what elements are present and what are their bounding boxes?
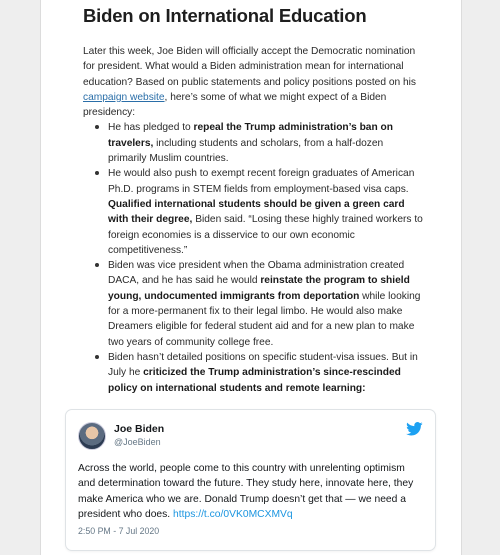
- tweet-timestamp[interactable]: 2:50 PM - 7 Jul 2020: [78, 526, 160, 536]
- policy-item-student-visa: [108, 350, 423, 396]
- bullet-icon: [95, 355, 99, 359]
- item-text: while looking for a more-permanent fix to their legal limbo. He would also make Dreamers eligible for federal student aid and for a new plan to make two years of community college free.: [108, 290, 421, 348]
- item-emphasis: criticized the Trump administration’s since-rescinded policy on international students and remote learning:: [108, 367, 401, 394]
- article-body: [83, 44, 423, 396]
- bullet-icon: [95, 171, 99, 175]
- intro-paragraph: [83, 44, 423, 120]
- intro-text-start: Later this week, Joe Biden will officially accept the Democratic nomination for president. What would a Biden administration mean for international education? Based on public statements and policy positions posted on his: [83, 46, 417, 88]
- intro-text-end: , here’s some of what we might expect of a Biden presidency:: [83, 91, 387, 119]
- item-emphasis: repeal the Trump administration’s ban on travelers,: [108, 122, 393, 149]
- item-text: Biden hasn’t detailed positions on specific student-visa issues. But in July he: [108, 351, 418, 379]
- article-title: Biden on International Education: [83, 5, 367, 26]
- policy-item-daca: [108, 258, 423, 350]
- tweet-text: [78, 461, 422, 523]
- campaign-website-link[interactable]: campaign website: [83, 91, 165, 103]
- tweet-author-name[interactable]: Joe Biden: [114, 423, 165, 435]
- bullet-icon: [95, 125, 99, 129]
- item-text: Biden said. “Losing these highly trained workers to foreign economies is a disservice to our own economic competitiveness.”: [108, 214, 423, 256]
- tweet-link[interactable]: https://t.co/0VK0MCXMVq: [173, 509, 293, 521]
- avatar[interactable]: [78, 422, 106, 450]
- item-emphasis: reinstate the program to shield young, undocumented immigrants from deportation: [108, 275, 410, 302]
- policy-list: [83, 120, 423, 395]
- item-text: including students and scholars, from a half-dozen primarily Muslim countries.: [108, 137, 384, 165]
- policy-item-travel-ban: [108, 120, 423, 166]
- tweet-author-handle[interactable]: @JoeBiden: [114, 437, 161, 447]
- item-emphasis: Qualified international students should be given a green card with their degree,: [108, 198, 405, 226]
- tweet-body: Across the world, people come to this country with unrelenting optimism and determination toward the future. They study here, innovate here, they make America who we are. Donald Trump doesn’t get that — we need a president who does.: [78, 463, 414, 521]
- embedded-tweet[interactable]: [65, 409, 436, 551]
- item-text: Biden was vice president when the Obama administration created DACA, and he has said he would: [108, 260, 405, 287]
- twitter-bird-icon[interactable]: [406, 422, 423, 436]
- policy-item-green-card: [108, 166, 423, 258]
- item-text: He has pledged to: [108, 122, 194, 134]
- bullet-icon: [95, 263, 99, 267]
- item-text: He would also push to exempt recent foreign graduates of American Ph.D. programs in STEM fields from employment-based visa caps.: [108, 168, 415, 195]
